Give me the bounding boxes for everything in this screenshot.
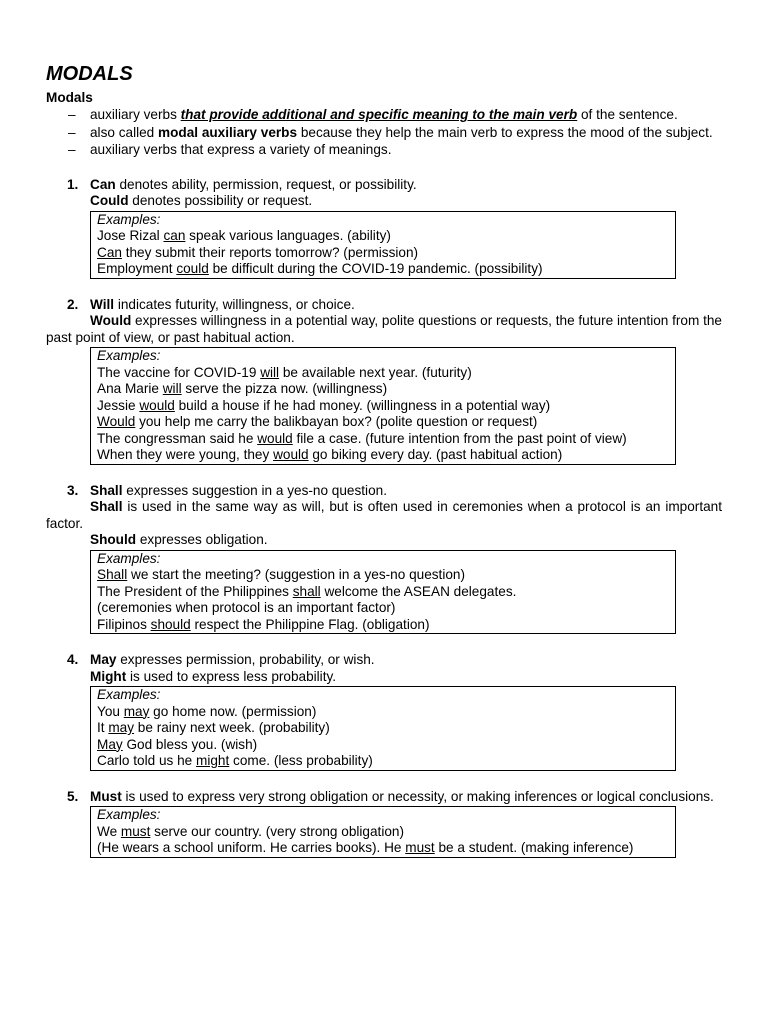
bullet-text: because they help the main verb to express the mood of the subject. <box>297 124 713 140</box>
section-line <box>46 532 722 549</box>
bullet-text: auxiliary verbs <box>90 107 181 122</box>
modal-term: Might <box>90 668 127 684</box>
example-line: You may go home now. (permission) <box>97 703 317 719</box>
examples-box <box>90 550 676 635</box>
section-line <box>46 193 722 210</box>
section-line <box>46 177 722 194</box>
emphasis-text: that provide additional and specific meaning to the main verb <box>180 107 578 122</box>
bullet-text: also called <box>90 124 159 140</box>
bold-term: modal auxiliary verbs <box>158 124 298 140</box>
example-line: Would you help me carry the balikbayan box? (polite question or request) <box>97 414 538 429</box>
example-line: (ceremonies when protocol is an important factor) <box>97 600 396 615</box>
dash-marker: – <box>68 124 76 140</box>
section-subtitle: Modals <box>46 90 93 105</box>
modal-term: Will <box>90 296 115 312</box>
dash-marker: – <box>68 142 76 157</box>
example-line: We must serve our country. (very strong obligation) <box>97 823 404 839</box>
modal-term: Can <box>90 176 116 192</box>
modal-section-5 <box>46 789 722 858</box>
example-line: Jose Rizal can speak various languages. (ability) <box>97 228 391 243</box>
example-line: Employment could be difficult during the COVID-19 pandemic. (possibility) <box>97 261 543 276</box>
definition-text: is used in the same way as will, but is often used in ceremonies when a protocol is an important factor. <box>46 499 722 531</box>
examples-box <box>90 211 676 279</box>
modal-term: Must <box>90 788 122 804</box>
definition-text: indicates futurity, willingness, or choice. <box>114 296 355 312</box>
definition-text: is used to express less probability. <box>126 668 337 684</box>
examples-box <box>90 347 676 465</box>
item-number: 1. <box>67 176 79 192</box>
example-line: The President of the Philippines shall welcome the ASEAN delegates. <box>97 583 517 599</box>
page-title: MODALS <box>46 63 133 85</box>
intro-bullet-1 <box>46 106 722 124</box>
section-line <box>46 652 722 669</box>
example-line: Carlo told us he might come. (less probability) <box>97 753 373 768</box>
example-line: Can they submit their reports tomorrow? (permission) <box>97 244 419 260</box>
modal-section-4 <box>46 652 722 771</box>
examples-box <box>90 686 676 771</box>
example-line: Filipinos should respect the Philippine Flag. (obligation) <box>97 616 430 632</box>
example-line: When they were young, they would go biking every day. (past habitual action) <box>97 447 563 462</box>
definition-text: expresses obligation. <box>136 532 268 547</box>
example-line: Jessie would build a house if he had money. (willingness in a potential way) <box>97 397 551 413</box>
modal-term: Could <box>90 193 129 208</box>
examples-box <box>90 806 676 858</box>
modal-term: May <box>90 652 117 667</box>
document-page <box>46 62 722 858</box>
dash-marker: – <box>68 107 76 122</box>
modal-section-3 <box>46 483 722 635</box>
example-line: (He wears a school uniform. He carries books). He must be a student. (making inference) <box>97 840 634 855</box>
bullet-text: of the sentence. <box>577 107 678 122</box>
modal-section-2 <box>46 297 722 465</box>
examples-label: Examples: <box>97 807 161 822</box>
examples-label: Examples: <box>97 550 161 566</box>
intro-bullet-3 <box>46 141 722 159</box>
examples-label: Examples: <box>97 348 161 363</box>
section-line <box>46 669 722 686</box>
definition-text: denotes possibility or request. <box>128 193 313 208</box>
section-paragraph <box>46 313 722 346</box>
definition-text: denotes ability, permission, request, or possibility. <box>115 176 417 192</box>
section-line <box>46 789 722 806</box>
example-line: Ana Marie will serve the pizza now. (willingness) <box>97 381 388 396</box>
definition-text: expresses suggestion in a yes-no question. <box>122 482 387 498</box>
item-number: 2. <box>67 296 79 312</box>
definition-text: is used to express very strong obligation or necessity, or making inferences or logical conclusions. <box>121 788 714 804</box>
bullet-text: auxiliary verbs that express a variety of meanings. <box>90 142 392 157</box>
section-line <box>46 297 722 314</box>
example-line: The vaccine for COVID-19 will be available next year. (futurity) <box>97 364 472 380</box>
item-number: 4. <box>67 652 79 667</box>
examples-label: Examples: <box>97 687 161 702</box>
modal-term: Would <box>90 313 132 328</box>
modal-section-1 <box>46 177 722 279</box>
example-line: It may be rainy next week. (probability) <box>97 720 330 735</box>
item-number: 3. <box>67 482 79 498</box>
modal-term: Shall <box>90 499 123 514</box>
example-line: May God bless you. (wish) <box>97 736 258 752</box>
definition-text: expresses willingness in a potential way, polite questions or requests, the future intention from the past point of view, or past habitual action. <box>46 313 722 345</box>
section-paragraph <box>46 499 722 532</box>
example-line: The congressman said he would file a case. (future intention from the past point of view) <box>97 430 627 446</box>
section-line <box>46 483 722 500</box>
examples-label: Examples: <box>97 211 161 227</box>
example-line: Shall we start the meeting? (suggestion in a yes-no question) <box>97 567 466 582</box>
modal-term: Should <box>90 532 137 547</box>
item-number: 5. <box>67 788 79 804</box>
intro-bullet-2 <box>46 124 722 142</box>
definition-text: expresses permission, probability, or wish. <box>116 652 375 667</box>
modal-term: Shall <box>90 482 123 498</box>
